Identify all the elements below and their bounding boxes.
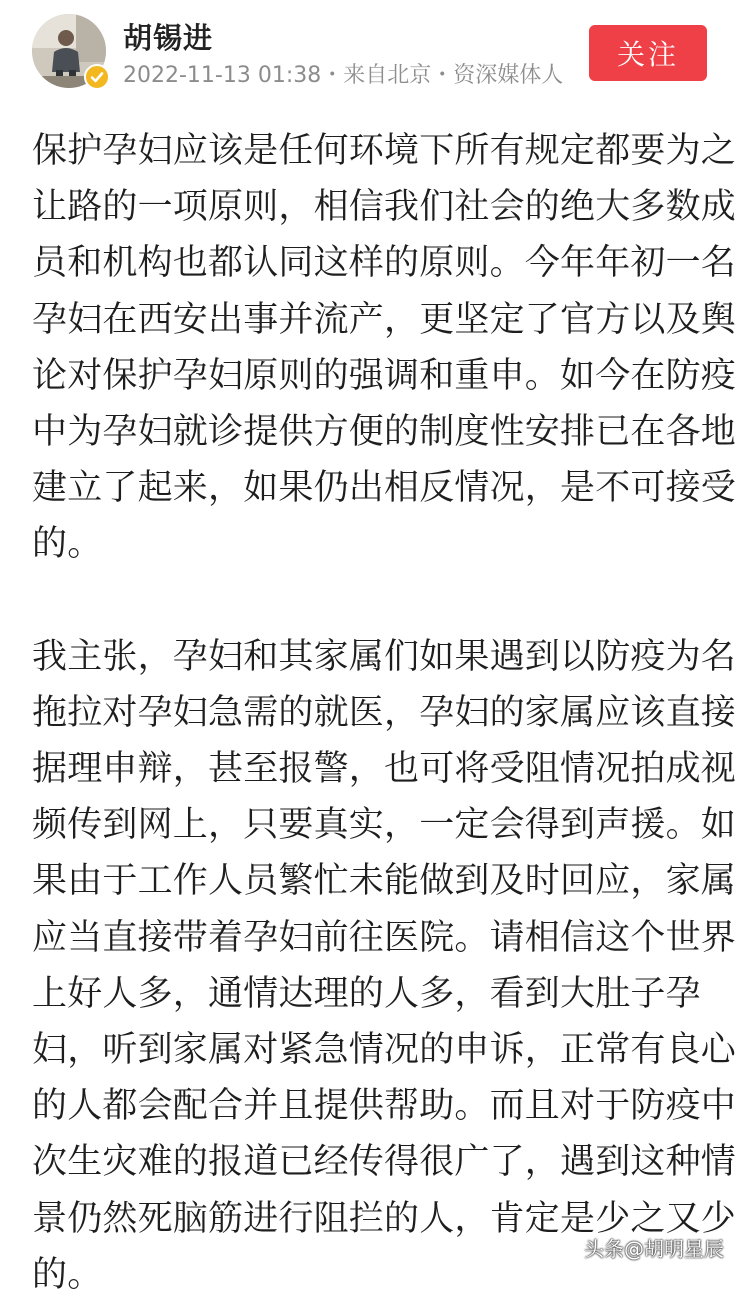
text-line: 拖拉对孕妇急需的就医，孕妇的家属应该直接 — [32, 692, 736, 733]
text-line: 频传到网上，只要真实，一定会得到声援。如 — [32, 805, 736, 846]
text-line: 让路的一项原则，相信我们社会的绝大多数成 — [32, 187, 736, 228]
text-line: 次生灾难的报道已经传得很广了，遇到这种情 — [32, 1142, 736, 1183]
paragraph-1 — [32, 123, 736, 573]
author-name[interactable]: 胡锡进 — [123, 21, 214, 55]
text-line: 上好人多，通情达理的人多，看到大肚子孕 — [32, 973, 701, 1014]
text-line: 的人都会配合并且提供帮助。而且对于防疫中 — [32, 1086, 736, 1127]
post-header — [0, 0, 736, 104]
paragraph-2 — [32, 629, 736, 1303]
text-line: 果由于工作人员繁忙未能做到及时回应，家属 — [32, 861, 736, 902]
text-line: 的。 — [32, 524, 103, 565]
text-line: 妇，听到家属对紧急情况的申诉，正常有良心 — [32, 1030, 736, 1071]
text-line: 的。 — [32, 1254, 103, 1295]
text-line: 建立了起来，如果仍出相反情况，是不可接受 — [32, 468, 736, 509]
watermark: 头条@胡明星辰 — [584, 1237, 724, 1261]
paragraph-spacer — [32, 573, 704, 629]
text-line: 保护孕妇应该是任何环境下所有规定都要为之 — [32, 131, 736, 171]
post-meta: 2022-11-13 01:38・来自北京・资深媒体人 — [123, 63, 564, 88]
text-line: 中为孕妇就诊提供方便的制度性安排已在各地 — [32, 412, 736, 453]
text-line: 论对保护孕妇原则的强调和重申。如今在防疫 — [32, 355, 736, 396]
author-avatar[interactable] — [32, 14, 106, 88]
text-line: 我主张，孕妇和其家属们如果遇到以防疫为名 — [32, 636, 736, 677]
verified-badge-icon — [84, 64, 110, 90]
text-line: 员和机构也都认同这样的原则。今年年初一名 — [32, 243, 736, 284]
text-line: 孕妇在西安出事并流产，更坚定了官方以及舆 — [32, 299, 736, 340]
text-line: 应当直接带着孕妇前往医院。请相信这个世界 — [32, 917, 736, 958]
follow-button[interactable]: 关注 — [589, 25, 707, 81]
post-body — [32, 123, 736, 1303]
text-line: 据理申辩，甚至报警，也可将受阻情况拍成视 — [32, 749, 736, 790]
text-line: 景仍然死脑筋进行阻拦的人，肯定是少之又少 — [32, 1198, 736, 1239]
